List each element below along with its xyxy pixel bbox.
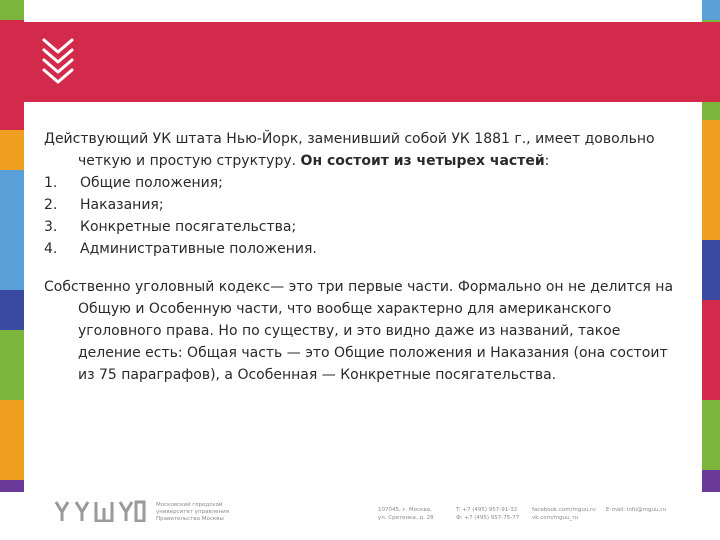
footer-email — [606, 506, 666, 514]
list-item-number: 3. — [44, 219, 58, 235]
list-item-label: Конкретные посягательства; — [80, 219, 297, 235]
address-line: ул. Сретенка, д. 28 — [378, 515, 434, 521]
list-item-number: 4. — [44, 241, 58, 257]
footer-social — [532, 506, 596, 522]
list-item-label: Общие положения; — [80, 175, 223, 191]
intro-bold-text: Он состоит из четырех частей — [300, 153, 545, 169]
slide-body — [44, 128, 680, 386]
university-logo — [54, 500, 146, 522]
facebook-link[interactable]: facebook.com/mguu.ru — [532, 507, 596, 513]
title-banner — [0, 22, 720, 102]
fax-line: Ф: +7 (495) 957-75-77 — [456, 515, 520, 521]
list-item-label: Наказания; — [80, 197, 164, 213]
double-chevron-down-icon — [38, 36, 78, 88]
list-item-number: 2. — [44, 197, 58, 213]
list-item-label: Административные положения. — [80, 241, 317, 257]
intro-text: Действующий УК штата Нью-Йорк, заменивший собой УК 1881 г., имеет довольно четкую и простую структуру. — [44, 131, 655, 169]
footer-address — [378, 506, 434, 522]
logo-caption: Московский городской университет управления Правительства Москвы — [156, 502, 230, 522]
email-link[interactable]: E-mail: info@mguu.ru — [606, 507, 666, 513]
intro-paragraph — [44, 128, 680, 172]
parts-list — [44, 172, 680, 260]
top-margin — [24, 0, 702, 22]
address-line: 107045, г. Москва, — [378, 507, 432, 513]
phone-line: T: +7 (495) 957-91-32 — [456, 507, 518, 513]
conclusion-paragraph: Собственно уголовный кодекс— это три первые части. Формально он не делится на Общую и Особенную части, что вообще характерно для американского уголовного права. Но по существу, и это видно даже из названий, такое деление есть: Общая часть — это Общие положения и Наказания (она состоит из 75 параграфов), а Особенная — Конкретные посягательства. — [44, 279, 674, 383]
list-item — [44, 216, 680, 238]
footer-phones — [456, 506, 519, 522]
intro-text-end: : — [544, 153, 550, 169]
footer — [0, 492, 720, 540]
list-item — [44, 194, 680, 216]
vk-link[interactable]: vk.com/mguu_ru — [532, 515, 579, 521]
list-item-number: 1. — [44, 175, 58, 191]
list-item — [44, 172, 680, 194]
list-item — [44, 238, 680, 260]
